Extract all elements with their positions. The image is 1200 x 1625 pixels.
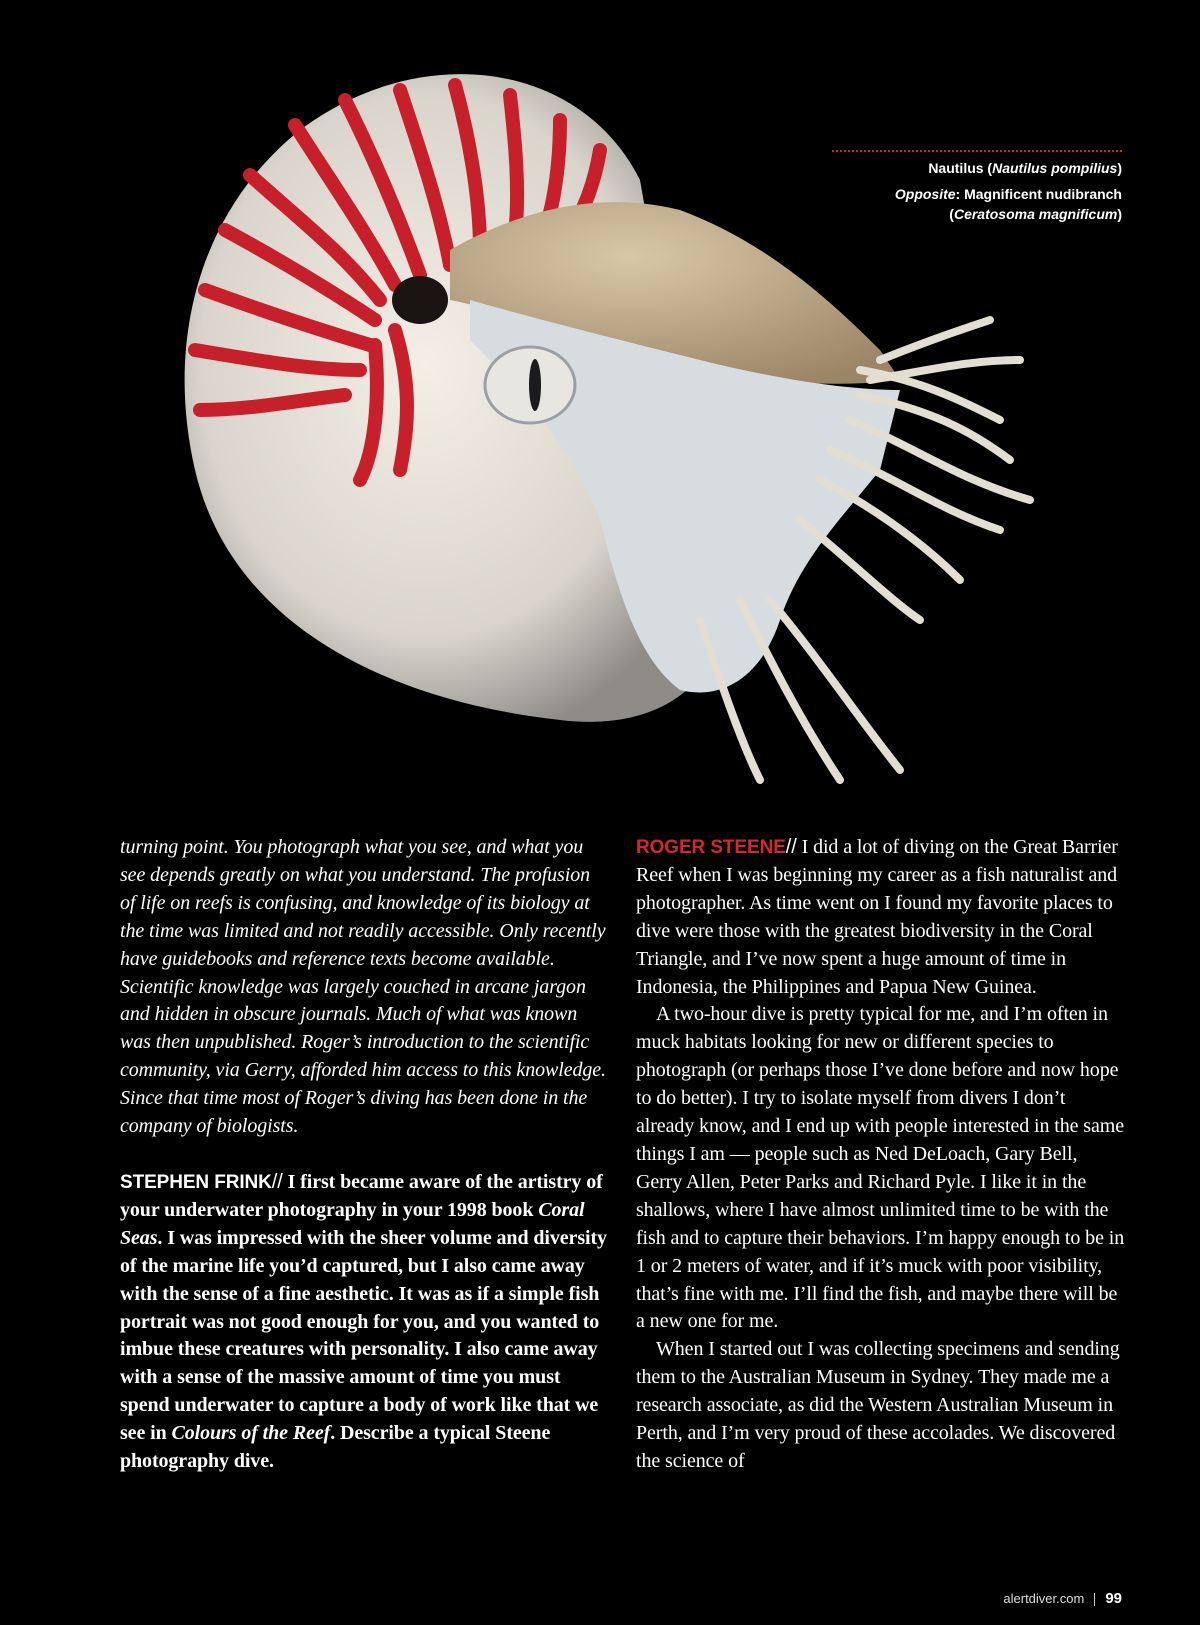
answer-paragraph-2: A two-hour dive is pretty typical for me, and I’m often in muck habitats looking for new or different species to photograph (or perhaps those I’ve done before and now hope to do better). I try to isolate myself from divers I don’t already know, and I end up with people interested in the same things I am — people such as Ned DeLoach, Gary Bell, Gerry Allen, Peter Parks and Richard Pyle. I like it in the shallows, where I have almost unlimited time to be with the fish and to capture their behaviors. I’m happy enough to be in 1 or 2 meters of water, and if it’s muck with poor visibility, that’s fine with me. I’ll find the fish, and maybe there will be a new one for me. [636,1003,1125,1333]
question-text-2: . I was impressed with the sheer volume and diversity of the marine life you’d captured, but I also came away with the sense of a fine aesthetic. It was as if a simple fish portrait was not good enough for you, and you wanted to imbue these creatures with personality. I also came away with a sense of the massive amount of time you must spend underwater to capture a body of work like that we see in [120,1226,607,1445]
caption-nautilus [832,158,1122,178]
question-slash: // [271,1170,283,1193]
interview-question [120,1169,610,1476]
right-column [636,834,1126,1476]
intro-paragraph: turning point. You photograph what you see, and what you see depends greatly on what you understand. The profusion of life on reefs is confusing, and knowledge of its biology at the time was limited and not readily accessible. Only recently have guidebooks and reference texts become available. Scientific knowledge was largely couched in arcane jargon and hidden in obscure journals. Much of what was known was then unpublished. Roger’s introduction to the scientific community, via Gerry, afforded him access to this knowledge. Since that time most of Roger’s diving has been done in the company of biologists. [120,836,606,1138]
answer-paragraph-1 [636,834,1126,1001]
left-column [120,834,610,1476]
caption-opposite-latin: Ceratosoma magnificum [953,206,1118,222]
caption-nautilus-text: Nautilus ( [928,160,993,176]
caption-nautilus-close: ) [1117,160,1122,176]
page-number: 99 [1105,1590,1122,1607]
footer-site: alertdiver.com [1003,1591,1085,1606]
answer-speaker: ROGER STEENE [636,837,786,858]
caption-rule [832,150,1122,152]
answer-text-1: I did a lot of diving on the Great Barrier Reef when I was beginning my career as a fish naturalist and photographer. As time went on I found my favorite places to dive were those with the greatest biodiversity in the Coral Triangle, and I’ve now spent a huge amount of time in Indonesia, the Philippines and Papua New Guinea. [636,836,1118,998]
caption-opposite-label: Opposite [894,186,956,202]
caption-opposite-text: : Magnificent nudibranch [955,186,1122,202]
caption-opposite-open: ( [949,206,954,222]
answer-slash: // [785,836,797,858]
question-text-1: I first became aware of the artistry of your underwater photography in your 1998 book [120,1170,603,1221]
caption-opposite-close: ) [1117,206,1122,222]
caption-opposite [832,184,1122,224]
page-footer [1003,1590,1122,1607]
book-title-coral-seas: Coral Seas [120,1198,585,1249]
caption-nautilus-latin: Nautilus pompilius [992,160,1118,176]
footer-separator [1094,1593,1095,1606]
question-text-3: . Describe a typical Steene photography dive. [120,1422,551,1473]
book-title-colours-of-the-reef: Colours of the Reef [171,1422,331,1445]
photo-caption [832,150,1122,230]
answer-paragraph-3: When I started out I was collecting specimens and sending them to the Australian Museum in Sydney. They made me a research associate, as did the Western Australian Museum in Perth, and I’m very proud of these accolades. We discovered the science of [636,1338,1120,1472]
question-speaker: STEPHEN FRINK [120,1171,272,1193]
